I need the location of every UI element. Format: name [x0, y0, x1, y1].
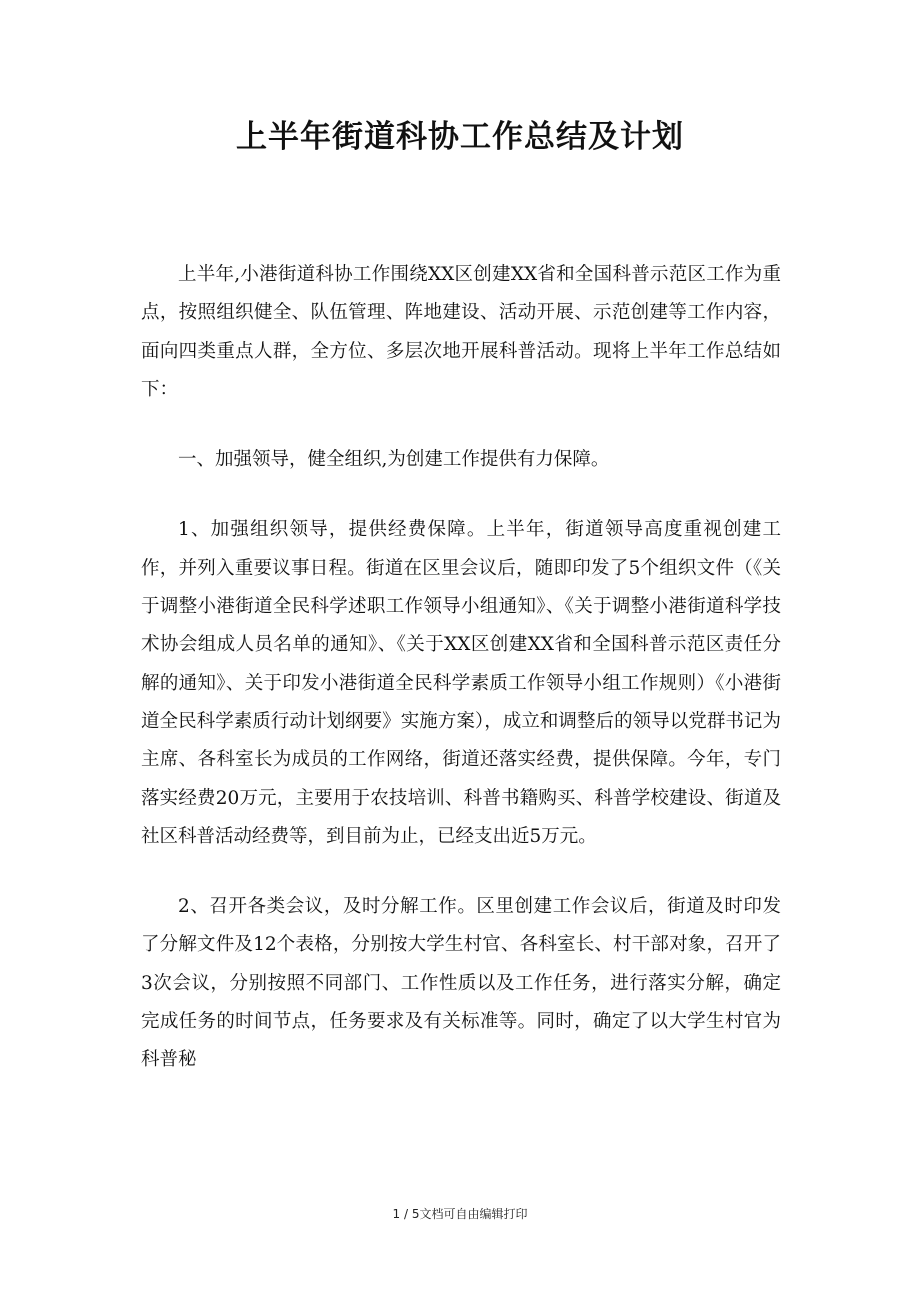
- page-footer: 1 / 5文档可自由编辑打印: [392, 1207, 528, 1221]
- document-title: 上半年街道科协工作总结及计划: [236, 119, 684, 155]
- paragraph-item-1: 1、加强组织领导，提供经费保障。上半年，街道领导高度重视创建工作，并列入重要议事日程。街道在区里会议后，随即印发了5个组织文件（《关于调整小港街道全民科学述职工作领导小组通知》、《关于调整小港街道科学技术协会组成人员名单的通知》、《关于XX区创建XX省和全国科普示范区责任分解的通知》、关于印发小港街道全民科学素质工作领导小组工作规则）《小港街道全民科学素质行动计划纲要》实施方案），成立和调整后的领导以党群书记为主席、各科室长为成员的工作网络，街道还落实经费，提供保障。今年，专门落实经费20万元，主要用于农技培训、科普书籍购买、科普学校建设、街道及社区科普活动经费等，到目前为止，已经支出近5万元。: [141, 519, 781, 847]
- paragraph-item-2: 2、召开各类会议，及时分解工作。区里创建工作会议后，街道及时印发了分解文件及12个表格，分别按大学生村官、各科室长、村干部对象，召开了3次会议，分别按照不同部门、工作性质以及工作任务，进行落实分解，确定完成任务的时间节点，任务要求及有关标准等。同时，确定了以大学生村官为科普秘: [141, 896, 781, 1071]
- document-body: [141, 256, 781, 1112]
- intro-paragraph: 上半年,小港街道科协工作围绕XX区创建XX省和全国科普示范区工作为重点，按照组织健全、队伍管理、阵地建设、活动开展、示范创建等工作内容，面向四类重点人群，全方位、多层次地开展科普活动。现将上半年工作总结如下：: [141, 264, 781, 400]
- section-heading-1: 一、加强领导，健全组织,为创建工作提供有力保障。: [178, 449, 610, 471]
